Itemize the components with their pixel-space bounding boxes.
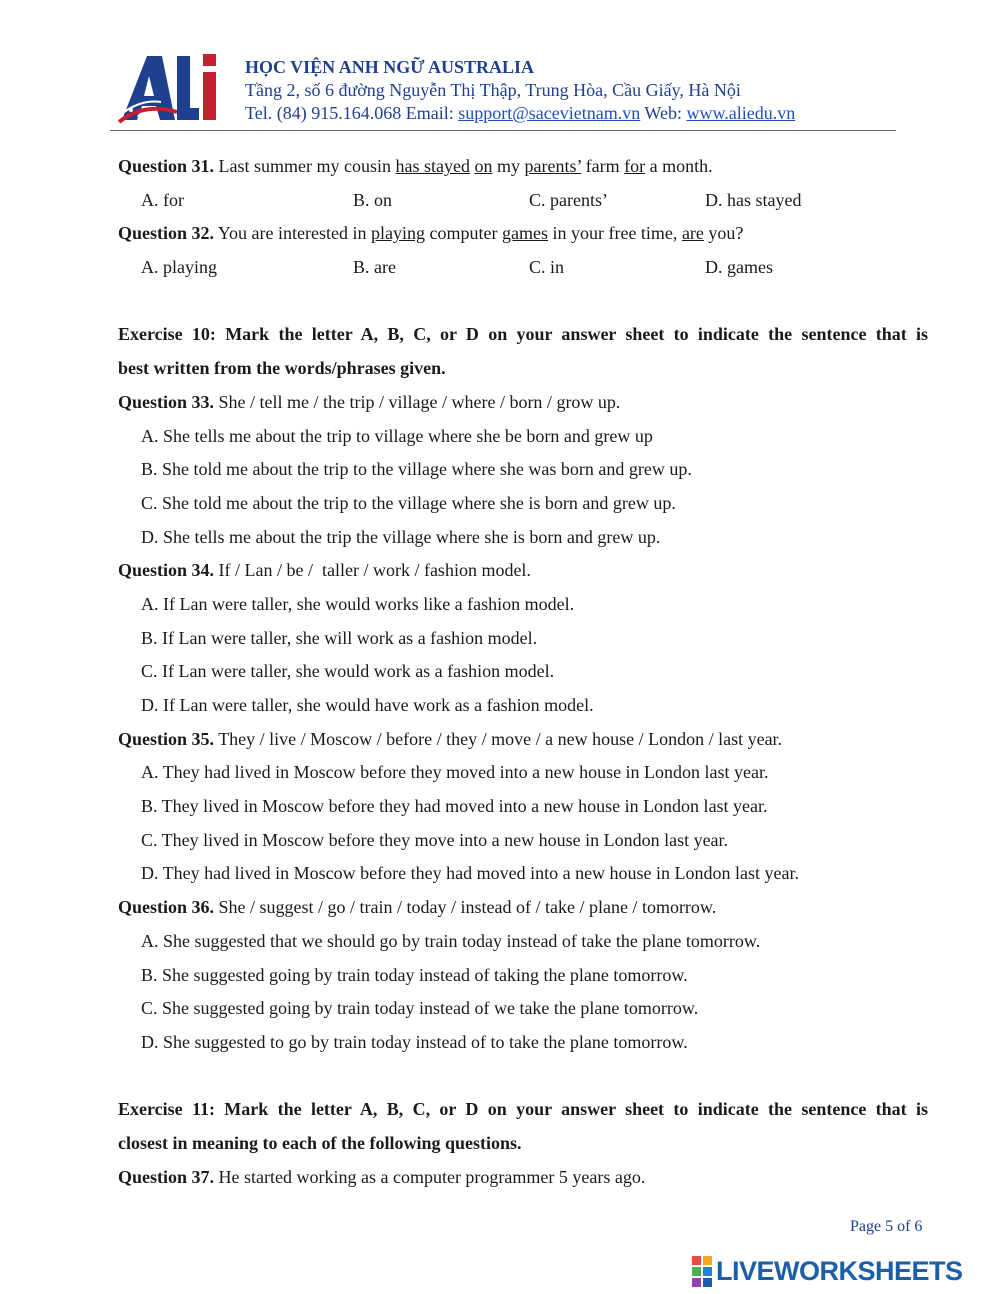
option-a[interactable]: A. She suggested that we should go by train today instead of take the plane tomorrow. [141,930,761,951]
option-d[interactable]: D. She tells me about the trip the village where she is born and grew up. [141,526,661,547]
question-label: Question 32. [118,223,215,244]
question-32 [118,217,928,251]
worksheet-content [118,150,928,1194]
exercise-10-instruction-line2: best written from the words/phrases given. [118,358,446,379]
text: You are interested in [214,223,371,244]
tel-label: Tel. (84) 915.164.068 Email: [245,103,459,123]
option-c[interactable]: C. If Lan were taller, she would work as a fashion model. [141,661,555,682]
option-b[interactable]: B. are [353,257,396,278]
underlined-word: playing [371,223,425,244]
question-33 [118,386,928,420]
option-a[interactable]: A. She tells me about the trip to village where she be born and grew up [141,425,653,446]
question-label: Question 36. [118,897,215,918]
question-label: Question 35. [118,728,215,749]
option-a[interactable]: A. If Lan were taller, she would works like a fashion model. [141,593,575,614]
option-d[interactable]: D. She suggested to go by train today instead of to take the plane tomorrow. [141,1031,688,1052]
liveworksheets-logo-icon [692,1256,712,1287]
org-name: HỌC VIỆN ANH NGỮ AUSTRALIA [245,57,535,77]
text: Last summer my cousin [214,156,396,176]
question-32-options [118,251,928,285]
question-37 [118,1161,928,1195]
option-a[interactable]: A. playing [141,257,217,278]
question-label: Question 31. [118,156,215,176]
organization-info [245,56,795,125]
question-prompt: She / tell me / the trip / village / where / born / grow up. [214,391,621,412]
option-c[interactable]: C. parents’ [529,189,608,210]
question-prompt: They / live / Moscow / before / they / move / a new house / London / last year. [214,728,783,749]
exercise-11-instruction-line1: Exercise 11: Mark the letter A, B, C, or D on your answer sheet to indicate the sentence that is [118,1099,928,1120]
option-c[interactable]: C. She suggested going by train today instead of we take the plane tomorrow. [141,998,699,1019]
question-34 [118,554,928,588]
option-b[interactable]: B. They lived in Moscow before they had moved into a new house in London last year. [141,796,768,817]
question-prompt: He started working as a computer programmer 5 years ago. [214,1166,646,1187]
option-c[interactable]: C. in [529,257,565,278]
option-a[interactable]: A. for [141,189,184,210]
web-label: Web: [640,103,687,123]
question-label: Question 33. [118,391,215,412]
option-b[interactable]: B. If Lan were taller, she will work as a fashion model. [141,627,538,648]
option-b[interactable]: B. She suggested going by train today instead of taking the plane tomorrow. [141,964,688,985]
text: my [492,156,525,176]
text: in your free time, [547,223,682,244]
underlined-word: on [474,156,493,176]
page-number: Page 5 of 6 [850,1218,923,1235]
option-c[interactable]: C. She told me about the trip to the village where she is born and grew up. [141,492,676,513]
option-d[interactable]: D. If Lan were taller, she would have work as a fashion model. [141,695,594,715]
question-label: Question 34. [118,560,215,581]
question-35 [118,723,928,757]
underlined-word: for [624,156,646,176]
document-header [0,0,1000,135]
web-link[interactable]: www.aliedu.vn [686,103,796,123]
org-contact [245,102,795,125]
email-link[interactable]: support@sacevietnam.vn [458,103,641,123]
text: farm [581,156,625,176]
header-divider [110,130,896,131]
question-31 [118,150,928,184]
underlined-word: are [681,223,704,244]
liveworksheets-brand [692,1256,963,1287]
question-36 [118,891,928,925]
option-d[interactable]: D. has stayed [705,189,802,210]
option-d[interactable]: D. They had lived in Moscow before they had moved into a new house in London last year. [141,863,800,884]
text: computer [425,223,502,244]
question-prompt: If / Lan / be / taller / work / fashion model. [214,560,531,581]
option-b[interactable]: B. She told me about the trip to the village where she was born and grew up. [141,459,692,480]
exercise-11-instruction-line2: closest in meaning to each of the following questions. [118,1132,522,1153]
question-label: Question 37. [118,1166,215,1187]
question-31-options [118,184,928,218]
exercise-10-instruction-line1: Exercise 10: Mark the letter A, B, C, or D on your answer sheet to indicate the sentence that is [118,324,928,345]
option-d[interactable]: D. games [705,257,773,278]
question-prompt: She / suggest / go / train / today / instead of / take / plane / tomorrow. [214,897,717,918]
text: you? [703,223,744,244]
underlined-word: has stayed [395,156,470,176]
option-b[interactable]: B. on [353,189,393,210]
ali-logo-icon [117,48,227,126]
underlined-word: parents’ [524,156,582,176]
option-a[interactable]: A. They had lived in Moscow before they moved into a new house in London last year. [141,762,769,783]
org-address: Tầng 2, số 6 đường Nguyễn Thị Thập, Trung Hòa, Cầu Giấy, Hà Nội [245,80,741,100]
underlined-word: games [501,223,548,244]
text: a month. [645,156,713,176]
liveworksheets-text: LIVEWORKSHEETS [716,1256,963,1286]
option-c[interactable]: C. They lived in Moscow before they move into a new house in London last year. [141,829,729,850]
